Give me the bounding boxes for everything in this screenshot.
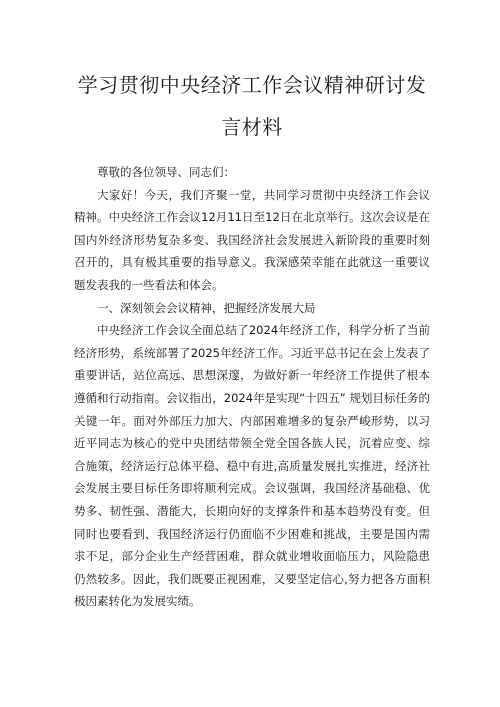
document-title [74,64,430,148]
section-heading: 一、深刻领会会议精神，把握经济发展大局 [97,300,316,315]
title-line-1: 学习贯彻中央经济工作会议精神研讨发 [77,73,427,97]
document-page [74,0,430,613]
intro-paragraph: 大家好！今天，我们齐聚一堂，共同学习贯彻中央经济工作会议精神。中央经济工作会议12月11日至12日在北京举行。这次会议是在国内外经济形势复杂多变、我国经济社会发展进入新阶段的重要时刻召开的，具有极其重要的指导意义。我深感荣幸能在此就这一重要议题发表我的一些看法和体会。 [74,187,430,292]
section-paragraph: 中央经济工作会议全面总结了2024年经济工作，科学分析了当前经济形势，系统部署了2025年经济工作。习近平总书记在会上发表了重要讲话，站位高远、思想深邃，为做好新一年经济工作提供了根本遵循和行动指南。会议指出，2024年是实现“十四五” 规划目标任务的关键一年。面对外部压力加大、内部困难增多的复杂严峻形势，以习近平同志为核心的党中央团结带领全党全国各族人民，沉着应变、综合施策，经济运行总体平稳、稳中有进,高质量发展扎实推进，经济社会发展主要目标任务即将顺利完成。会议强调，我国经济基础稳、优势多、韧性强、潜能大，长期向好的支撑条件和基本趋势没有变。但同时也要看到，我国经济运行仍面临不少困难和挑战，主要是国内需求不足，部分企业生产经营困难，群众就业增收面临压力，风险隐患仍然较多。因此，我们既要正视困难，又要坚定信心,努力把各方面积极因素转化为发展实绩。 [74,323,430,609]
document-body [74,161,430,613]
title-line-2: 言材料 [221,115,283,139]
salutation: 尊敬的各位领导、同志们： [97,165,235,179]
